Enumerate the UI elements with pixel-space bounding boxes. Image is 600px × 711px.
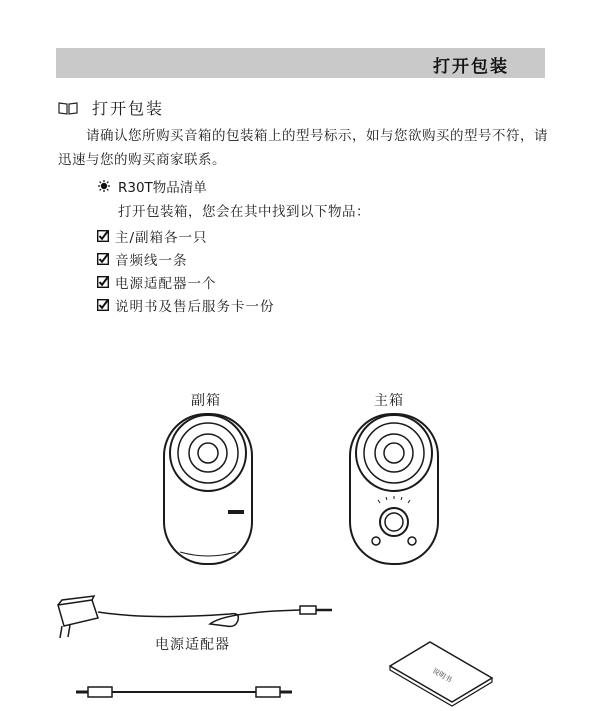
section-heading-text: 打开包装 <box>92 99 165 118</box>
main-speaker-drawing <box>350 414 438 564</box>
sub-speaker-drawing <box>164 414 252 564</box>
checklist-item-label: 主/副箱各一只 <box>115 229 208 246</box>
power-adapter-drawing <box>58 596 332 638</box>
adapter-label: 电源适配器 <box>155 637 230 653</box>
packing-list-intro: 打开包装箱，您会在其中找到以下物品： <box>118 204 370 220</box>
checklist-item-label: 电源适配器一个 <box>115 275 217 292</box>
checklist-item-label: 说明书及售后服务卡一份 <box>115 298 275 315</box>
header-title: 打开包装 <box>433 57 509 77</box>
manual-booklet-drawing <box>390 642 492 706</box>
manual-cover-text: 说明书 <box>431 666 454 685</box>
sub-speaker-label: 副箱 <box>191 393 221 409</box>
packing-list-title-text: R30T物品清单 <box>118 180 207 196</box>
checklist-item-label: 音频线一条 <box>115 252 188 269</box>
intro-paragraph: 请确认您所购买音箱的包装箱上的型号标示，如与您欲购买的型号不符，请迅速与您的购买商家联系。 <box>58 128 548 168</box>
main-speaker-label: 主箱 <box>374 393 404 409</box>
audio-cable-drawing <box>76 687 292 697</box>
